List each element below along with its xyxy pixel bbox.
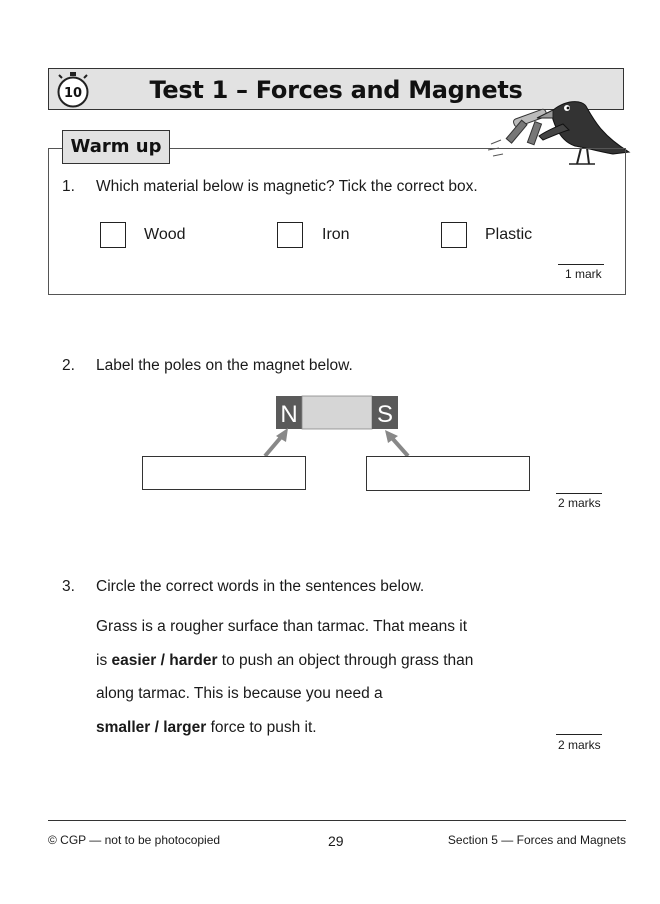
option-label-plastic: Plastic <box>485 226 533 243</box>
line-2-prefix: is <box>96 652 112 669</box>
option-label-iron: Iron <box>322 226 350 243</box>
timer-minutes: 10 <box>63 86 83 101</box>
page-number: 29 <box>328 833 344 849</box>
question-1-number: 1. <box>62 178 75 195</box>
magnet-north-label: N <box>280 401 298 428</box>
line-2-suffix: to push an object through grass than <box>217 652 474 669</box>
marks-line-q1 <box>558 264 604 265</box>
warmup-section <box>48 148 626 295</box>
footer-section: Section 5 — Forces and Magnets <box>447 833 626 847</box>
marks-q1: 1 mark <box>565 267 602 281</box>
page-title: Test 1 – Forces and Magnets <box>149 76 523 104</box>
choice-smaller-larger[interactable]: smaller / larger <box>96 719 207 736</box>
answer-box-south[interactable] <box>366 456 530 491</box>
question-3-text: Circle the correct words in the sentences below. <box>96 578 425 595</box>
question-3-line-4 <box>96 719 317 737</box>
warmup-label: Warm up <box>62 130 170 164</box>
marks-q2: 2 marks <box>558 496 601 510</box>
answer-box-north[interactable] <box>142 456 306 490</box>
checkbox-plastic[interactable] <box>441 222 467 248</box>
question-2-text: Label the poles on the magnet below. <box>96 357 353 374</box>
footer-rule <box>48 820 626 821</box>
question-3-line-2 <box>96 652 473 670</box>
option-label-wood: Wood <box>144 226 186 243</box>
arrow-to-south <box>392 438 408 456</box>
footer-copyright: © CGP — not to be photocopied <box>48 833 221 847</box>
question-3-number: 3. <box>62 578 75 595</box>
magnet-middle <box>302 396 372 429</box>
question-2-number: 2. <box>62 357 75 374</box>
question-3-line-3: along tarmac. This is because you need a <box>96 685 383 702</box>
line-4-suffix: force to push it. <box>206 719 317 736</box>
magnet-south-label: S <box>376 401 394 428</box>
checkbox-iron[interactable] <box>277 222 303 248</box>
question-3-line-1: Grass is a rougher surface than tarmac. That means it <box>96 618 468 635</box>
question-1-text: Which material below is magnetic? Tick the correct box. <box>96 178 478 195</box>
marks-q3: 2 marks <box>558 738 601 752</box>
choice-easier-harder[interactable]: easier / harder <box>111 652 218 669</box>
checkbox-wood[interactable] <box>100 222 126 248</box>
marks-line-q3 <box>556 734 602 735</box>
marks-line-q2 <box>556 493 602 494</box>
arrow-to-north <box>265 436 282 456</box>
